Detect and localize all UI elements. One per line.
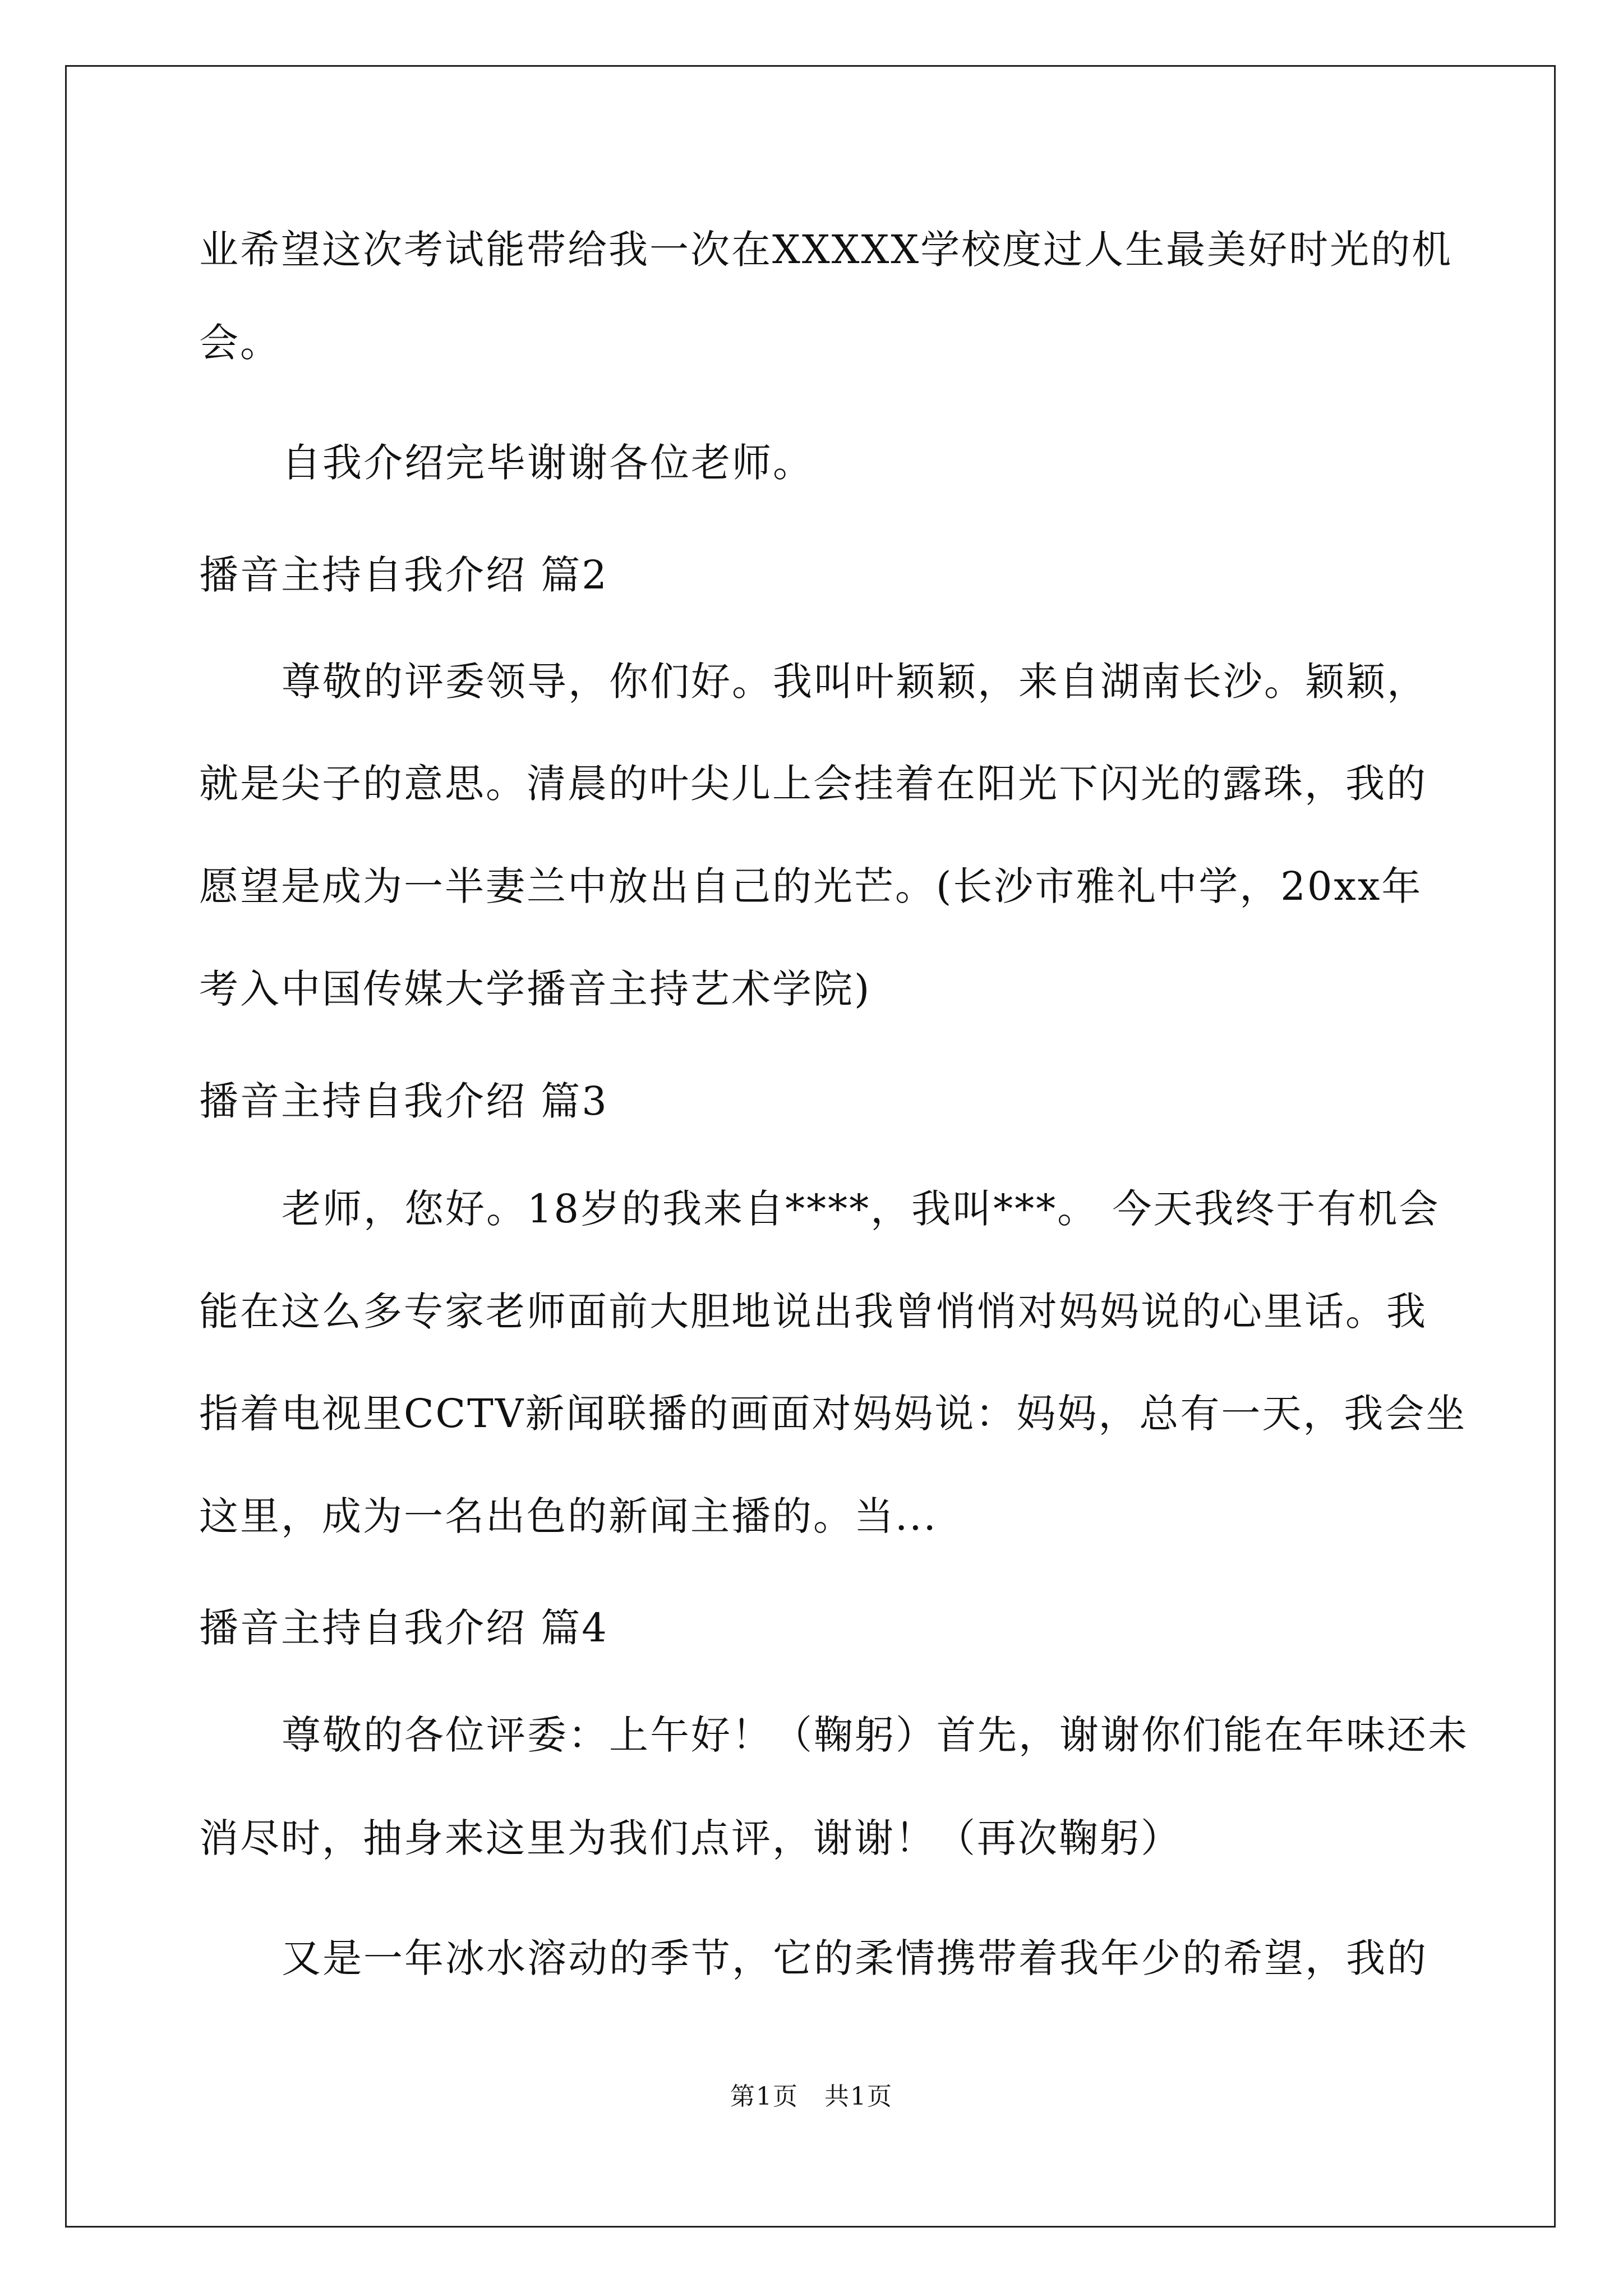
page-footer: 第1页 共1页 (730, 2082, 893, 2111)
body-text-line: 老师，您好。18岁的我来自****，我叫***。 今天我终于有机会 (282, 1186, 1440, 1232)
body-text-line: 尊敬的评委领导，你们好。我叫叶颖颖，来自湖南长沙。颖颖， (282, 659, 1428, 705)
body-text-line: 消尽时，抽身来这里为我们点评，谢谢！（再次鞠躬） (199, 1815, 1182, 1861)
body-text-line: 会。 (199, 320, 281, 366)
page-border (65, 65, 1556, 2228)
body-text-line: 能在这么多专家老师面前大胆地说出我曾悄悄对妈妈说的心里话。我 (199, 1289, 1427, 1335)
body-text-line: 尊敬的各位评委：上午好！（鞠躬）首先，谢谢你们能在年味还未 (282, 1712, 1469, 1758)
body-text-line: 考入中国传媒大学播音主持艺术学院) (199, 966, 872, 1012)
body-text-line: 就是尖子的意思。清晨的叶尖儿上会挂着在阳光下闪光的露珠，我的 (199, 761, 1427, 807)
section-heading: 播音主持自我介绍 篇3 (199, 1078, 608, 1124)
section-heading: 播音主持自我介绍 篇2 (199, 552, 608, 598)
body-text-line: 自我介绍完毕谢谢各位老师。 (282, 440, 814, 486)
section-heading: 播音主持自我介绍 篇4 (199, 1605, 608, 1651)
body-text-line: 业希望这次考试能带给我一次在XXXXX学校度过人生最美好时光的机 (199, 227, 1453, 273)
body-text-line: 愿望是成为一半妻兰中放出自己的光芒。(长沙市雅礼中学，20xx年 (199, 863, 1423, 909)
body-text-line: 这里，成为一名出色的新闻主播的。当... (199, 1493, 938, 1539)
body-text-line: 指着电视里CCTV新闻联播的画面对妈妈说：妈妈，总有一天，我会坐 (199, 1391, 1467, 1437)
body-text-line: 又是一年冰水溶动的季节，它的柔情携带着我年少的希望，我的 (282, 1935, 1428, 1981)
